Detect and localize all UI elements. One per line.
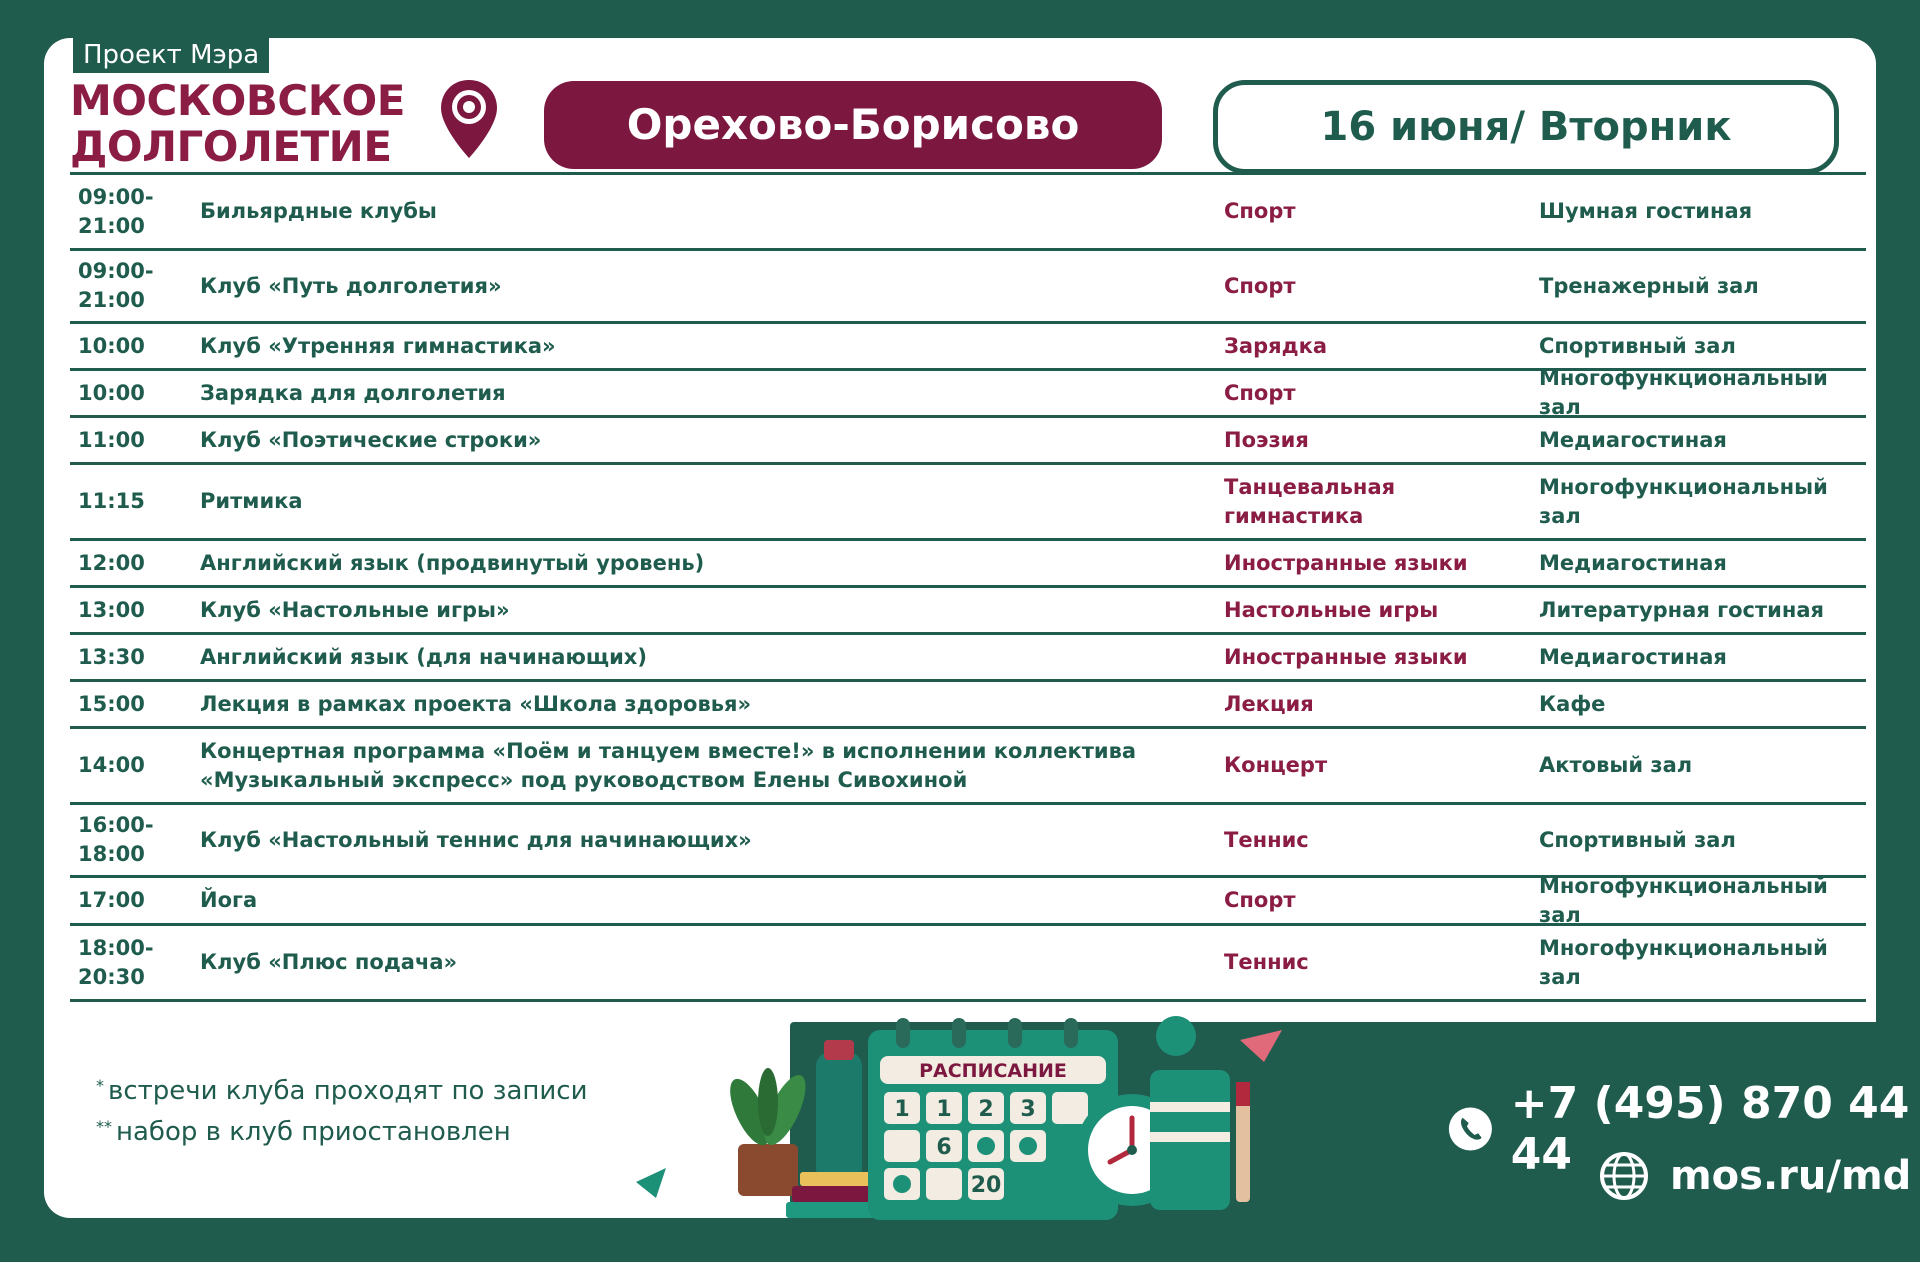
schedule-row: [70, 251, 1866, 324]
paper-plane-icon: [1240, 1030, 1282, 1062]
website-contact: [1598, 1150, 1911, 1202]
event-time: 17:00: [78, 888, 145, 912]
bottle-illustration: [816, 1052, 862, 1182]
event-name: Концертная программа «Поём и танцуем вместе!» в исполнении коллектива «Музыкальный экспресс» под руководством Елены Сивохиной: [200, 738, 1137, 792]
event-room: Шумная гостиная: [1539, 199, 1753, 223]
event-room: Медиагостиная: [1539, 427, 1727, 452]
footnote-1: [96, 1068, 587, 1109]
event-time: 14:00: [78, 753, 145, 777]
footnote-2-mark: **: [96, 1117, 112, 1136]
event-time: 10:00: [78, 380, 145, 405]
event-room: Многофункциональный зал: [1539, 474, 1828, 528]
event-room: Спортивный зал: [1539, 333, 1736, 358]
district-badge: Орехово-Борисово Северное: [544, 81, 1162, 169]
event-room: Кафе: [1539, 691, 1606, 716]
brand-logo: [70, 78, 405, 170]
footnote-1-mark: *: [96, 1076, 104, 1095]
event-time: 13:30: [78, 644, 145, 669]
event-time: 09:00- 21:00: [78, 259, 154, 312]
schedule-row: [70, 366, 1866, 419]
event-name: Клуб «Настольные игры»: [200, 597, 510, 622]
event-category: Теннис: [1224, 827, 1309, 852]
event-room: Многофункциональный зал: [1539, 366, 1828, 419]
brand-line-1: МОСКОВСКОЕ: [70, 76, 405, 125]
schedule-row: [70, 805, 1866, 878]
event-name: Лекция в рамках проекта «Школа здоровья»: [200, 691, 752, 716]
event-name: Клуб «Плюс подача»: [200, 950, 458, 974]
date-badge: 16 июня/ Вторник: [1213, 80, 1839, 174]
calendar-cell-1: 1: [894, 1097, 910, 1122]
schedule-row: [70, 682, 1866, 729]
event-room: Многофункциональный зал: [1539, 935, 1828, 989]
event-name: Английский язык (продвинутый уровень): [200, 550, 705, 575]
event-name: Английский язык (для начинающих): [200, 644, 647, 669]
event-time: 15:00: [78, 691, 145, 716]
event-time: 10:00: [78, 333, 145, 358]
event-category: Танцевальная гимнастика: [1224, 474, 1396, 528]
calendar-title: РАСПИСАНИЕ: [919, 1060, 1067, 1082]
event-category: Спорт: [1224, 380, 1296, 405]
schedule-row: [70, 175, 1866, 251]
location-pin-icon: [438, 78, 500, 160]
event-room: Многофункциональный зал: [1539, 873, 1828, 927]
mayor-project-tag: Проект Мэра: [73, 37, 269, 73]
footnote-2-text: набор в клуб приостановлен: [116, 1117, 511, 1147]
footnote-1-text: встречи клуба проходят по записи: [108, 1076, 588, 1106]
event-room: Медиагостиная: [1539, 644, 1727, 669]
calendar-illustration: [868, 1018, 1118, 1220]
event-room: Актовый зал: [1539, 753, 1693, 777]
phone-number[interactable]: +7 (495) 870 44 44: [1510, 1078, 1910, 1180]
event-category: Лекция: [1224, 691, 1314, 716]
brand-line-2: ДОЛГОЛЕТИЕ: [70, 122, 392, 171]
event-category: Спорт: [1224, 888, 1296, 912]
event-name: Клуб «Утренняя гимнастика»: [200, 333, 556, 358]
schedule-row: [70, 418, 1866, 465]
website-link[interactable]: mos.ru/md: [1670, 1153, 1912, 1199]
event-room: Литературная гостиная: [1539, 597, 1825, 622]
schedule-row: [70, 541, 1866, 588]
schedule-row: [70, 873, 1866, 927]
event-name: Клуб «Настольный теннис для начинающих»: [200, 827, 752, 852]
schedule-illustration: [600, 992, 1300, 1228]
event-category: Концерт: [1224, 753, 1328, 777]
paper-plane-icon-2: [636, 1168, 666, 1198]
event-category: Иностранные языки: [1224, 550, 1468, 575]
calendar-cell-3: 2: [978, 1097, 994, 1122]
event-name: Клуб «Путь долголетия»: [200, 273, 502, 298]
event-room: Спортивный зал: [1539, 827, 1736, 852]
event-category: Настольные игры: [1224, 597, 1439, 622]
event-time: 11:15: [78, 489, 145, 513]
event-category: Спорт: [1224, 273, 1296, 298]
phone-icon: [1448, 1103, 1493, 1155]
event-name: Клуб «Поэтические строки»: [200, 427, 542, 452]
event-category: Теннис: [1224, 950, 1309, 974]
footnotes: [96, 1068, 587, 1150]
schedule-row: [70, 926, 1866, 1002]
event-time: 13:00: [78, 597, 145, 622]
event-category: Поэзия: [1224, 427, 1309, 452]
schedule-row: [70, 588, 1866, 635]
schedule-row: [70, 729, 1866, 805]
event-time: 12:00: [78, 550, 145, 575]
event-name: Зарядка для долголетия: [200, 380, 506, 405]
event-time: 09:00- 21:00: [78, 184, 154, 238]
event-category: Спорт: [1224, 199, 1296, 223]
calendar-cell-5: 6: [936, 1135, 952, 1160]
event-name: Бильярдные клубы: [200, 199, 437, 223]
globe-illustration: [1156, 1016, 1196, 1056]
calendar-cell-6: 20: [970, 1173, 1002, 1198]
schedule-row: [70, 635, 1866, 682]
event-category: Иностранные языки: [1224, 644, 1468, 669]
event-time: 16:00- 18:00: [78, 813, 154, 866]
schedule-row: [70, 465, 1866, 541]
event-time: 11:00: [78, 427, 145, 452]
event-time: 18:00- 20:30: [78, 935, 154, 989]
event-room: Медиагостиная: [1539, 550, 1727, 575]
event-category: Зарядка: [1224, 333, 1327, 358]
event-name: Ритмика: [200, 489, 303, 513]
event-name: Йога: [200, 888, 258, 912]
event-room: Тренажерный зал: [1539, 273, 1759, 298]
calendar-cell-4: 3: [1020, 1097, 1036, 1122]
footnote-2: [96, 1109, 587, 1150]
globe-icon: [1598, 1150, 1650, 1202]
calendar-cell-2: 1: [936, 1097, 952, 1122]
